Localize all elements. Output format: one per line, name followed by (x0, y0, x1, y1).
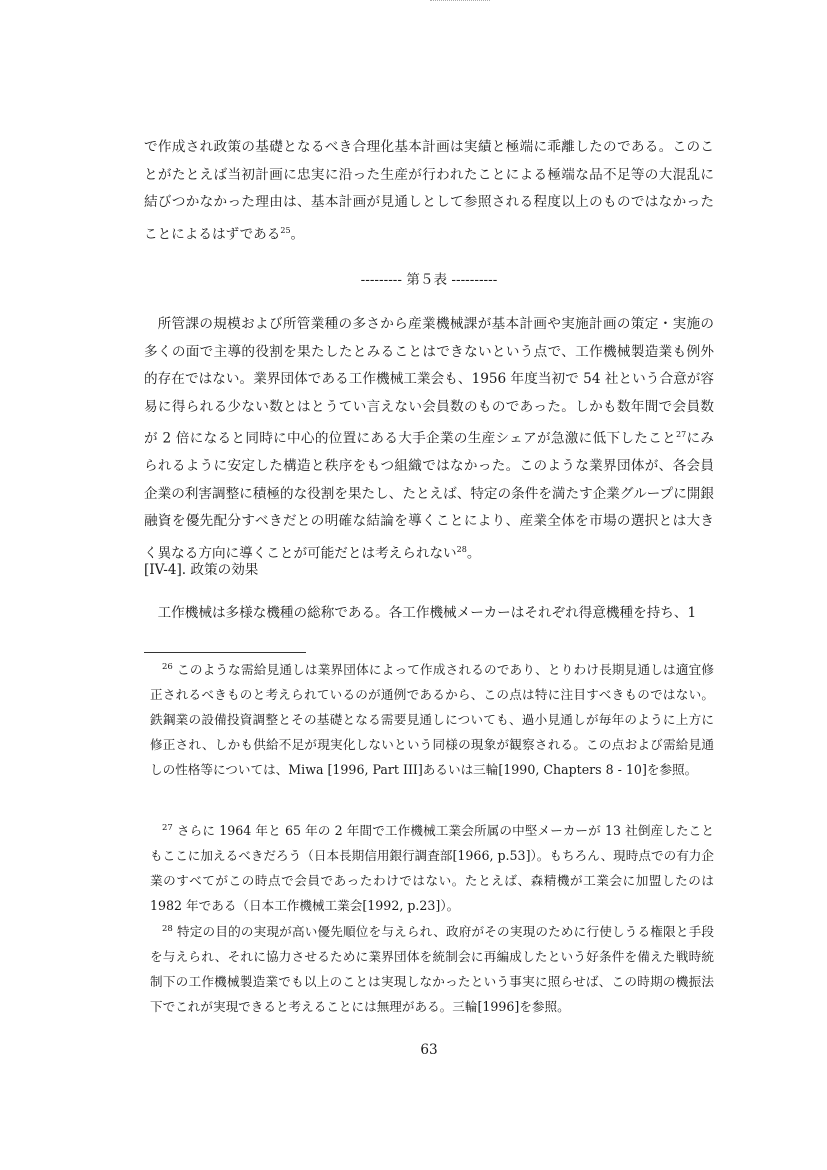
footnote-ref-25: 25 (280, 225, 291, 235)
footnote-26 (150, 655, 714, 782)
body-paragraph-3: 工作機械は多様な機種の総称である。各工作機械メーカーはそれぞれ得意機種を持ち、1 (157, 605, 697, 621)
footnote-28 (150, 917, 714, 1019)
footnote-separator (144, 652, 306, 653)
page-number: 63 (420, 1042, 438, 1058)
paragraph-text: で作成され政策の基礎となるべき合理化基本計画は実績と極端に乖離したのである。このことがたとえば当初計画に忠実に沿った生産が行われたことによる極端な品不足等の大混乱に結びつかなかった理由は、基本計画が見通しとして参照される程度以上のものではなかったことによるはずである (144, 139, 714, 243)
footnote-ref-28: 28 (456, 544, 467, 554)
scan-top-mark (430, 0, 490, 7)
footnote-number: 26 (162, 662, 173, 672)
body-paragraph-1 (144, 134, 714, 249)
footnote-ref-27: 27 (676, 430, 687, 439)
footnote-number: 27 (162, 823, 173, 833)
paragraph-text-b: にみられるように安定した構造と秩序をもつ組織ではなかった。このような業界団体が、各会員企業の利害調整に積極的な役割を果たし、たとえば、特定の条件を満たす企業グループに開銀融資を優先配分すべきだとの明確な結論を導くことにより、産業全体を市場の選択とは大きく異なる方向に導くことが可能だとは考えられない (144, 430, 714, 562)
paragraph-text-a: 所管課の規模および所管業種の多さから産業機械課が基本計画や実施計画の策定・実施の多くの面で主導的役割を果たしたとみることはできないという点で、工作機械製造業も例外的存在ではない。業界団体である工作機械工業会も、1956 年度当初で 54 社という合意が容易に得られる少ない数とはとうてい言えない会員数のものであった。しかも数年間で会員数が 2 倍になると同時に中心的位置にある大手企業の生産シェアが急激に低下したこと (144, 316, 714, 447)
section-heading: [IV-4]. 政策の効果 (144, 562, 259, 578)
footnote-text: このような需給見通しは業界団体によって作成されるのであり、とりわけ長期見通しは適宜修正されるべきものと考えられているのが通例であるから、この点は特に注目すべきものではない。鉄鋼業の設備投資調整とその基礎となる需要見通しについても、過小見通しが毎年のように上方に修正され、しかも供給不足が現実化しないという同様の現象が観察される。この点および需給見通しの性格等については、Miwa [1996, Part III]あるいは三輪[1990, Chapters 8 - 10]を参照。 (150, 662, 714, 778)
body-paragraph-2 (144, 311, 714, 568)
paragraph-end: 。 (290, 226, 305, 243)
footnote-text: 特定の目的の実現が高い優先順位を与えられ、政府がその実現のために行使しうる権限と手段を与えられ、それに協力させるために業界団体を統制会に再編成したという好条件を備えた戦時統制下の工作機械製造業でも以上のことは実現しなかったという事実に照らせば、この時期の機振法下でこれが実現できると考えることには無理がある。三輪[1996]を参照。 (150, 924, 714, 1015)
footnote-27 (150, 816, 714, 918)
footnote-text: さらに 1964 年と 65 年の 2 年間で工作機械工業会所属の中堅メーカーが 13 社倒産したこともここに加えるべきだろう（日本長期信用銀行調査部[1966, p.53]）。もちろん、現時点での有力企業のすべてがこの時点で会員であったわけではない。たとえば、森精機が工業会に加盟したのは 1982 年である（日本工作機械工業会[1992, p.23]）。 (150, 823, 714, 914)
table-reference: --------- 第５表 ---------- (360, 272, 498, 288)
paragraph-end: 。 (466, 545, 481, 562)
footnote-number: 28 (162, 924, 173, 934)
